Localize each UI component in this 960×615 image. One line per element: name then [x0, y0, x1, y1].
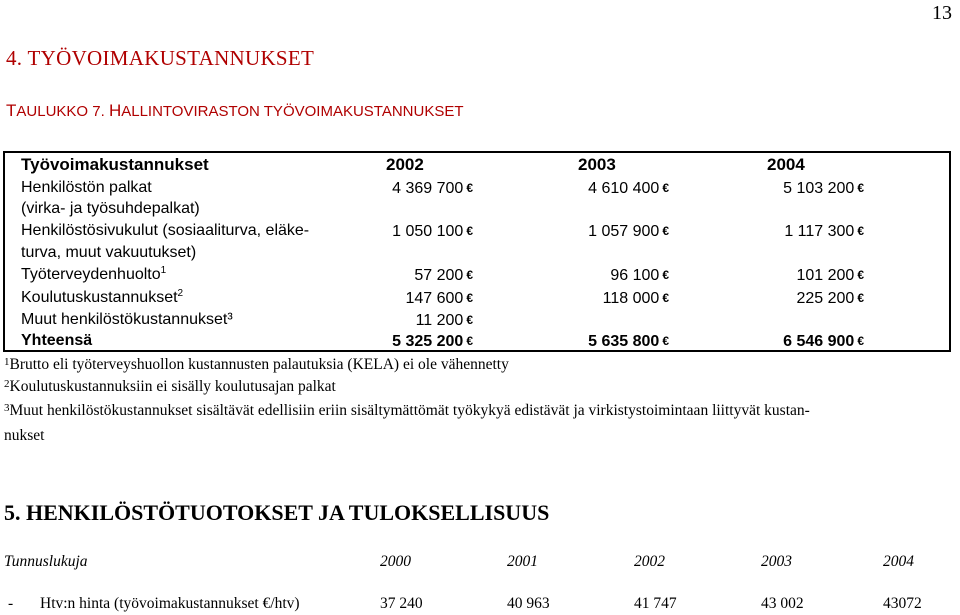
kpi-header-year: 2003 [761, 553, 792, 570]
row-label: Muut henkilöstökustannukset³ [21, 311, 233, 328]
kpi-header-year: 2000 [380, 553, 411, 570]
caption-tail: ALLINTOVIRASTON TYÖVOIMAKUSTANNUKSET [121, 103, 464, 120]
euro-icon: € [662, 181, 669, 195]
table-cell: 57 200 € [414, 267, 473, 284]
row-label: Henkilöstön palkat [21, 179, 152, 196]
row-label-cont: (virka- ja työsuhdepalkat) [21, 200, 200, 217]
footnote: $^3$Muut henkilöstökustannukset sisältävät edellisiin eriin sisältymättömät työkykyä edistävät ja virkistystoimintaan liittyvät kustan- [4, 402, 810, 419]
euro-icon: € [857, 334, 864, 348]
euro-icon: € [466, 334, 473, 348]
kpi-header-label: Tunnuslukuja [4, 553, 88, 570]
kpi-header-year: 2001 [507, 553, 538, 570]
table-cell: 1 117 300 € [784, 223, 864, 240]
caption-initial-h: H [108, 101, 122, 120]
euro-icon: € [857, 181, 864, 195]
euro-icon: € [466, 224, 473, 238]
euro-icon: € [466, 291, 473, 305]
table-caption [6, 101, 464, 121]
euro-icon: € [466, 313, 473, 327]
euro-icon: € [857, 224, 864, 238]
euro-icon: € [662, 291, 669, 305]
euro-icon: € [857, 291, 864, 305]
kpi-bullet: - [8, 595, 14, 612]
footnote-cont: nukset [4, 427, 45, 444]
euro-icon: € [857, 268, 864, 282]
table-header-year: 2004 [767, 155, 805, 174]
kpi-value: 40 963 [507, 595, 550, 612]
kpi-value: 43072 [883, 595, 922, 612]
row-label: Henkilöstösivukulut (sosiaaliturva, eläke- [21, 222, 310, 239]
footnote: $^2$Koulutuskustannuksiin ei sisälly koulutusajan palkat [4, 378, 336, 395]
table-cell: 5 103 200 € [783, 180, 864, 197]
kpi-header-year: 2004 [883, 553, 914, 570]
euro-icon: € [466, 268, 473, 282]
euro-icon: € [662, 224, 669, 238]
table-cell: 4 369 700 € [392, 180, 473, 197]
table-cell: 1 057 900 € [588, 223, 669, 240]
kpi-value: 43 002 [761, 595, 804, 612]
euro-icon: € [662, 268, 669, 282]
table-cell: 147 600 € [405, 290, 473, 307]
section-heading: 4. TYÖVOIMAKUSTANNUKSET [6, 46, 315, 70]
table-cell: 118 000 € [602, 290, 669, 307]
table-header-year: 2003 [578, 155, 616, 174]
total-cell: 5 325 200 € [392, 333, 473, 350]
cost-table [3, 151, 951, 352]
total-cell: 5 635 800 € [588, 333, 669, 350]
total-cell: 6 546 900 € [783, 333, 864, 350]
caption-part: AULUKKO 7. [16, 103, 109, 120]
row-label: Työterveydenhuolto$^1$ [21, 265, 167, 283]
kpi-header-year: 2002 [634, 553, 665, 570]
table-header-year: 2002 [386, 155, 424, 174]
section-heading: 5. HENKILÖSTÖTUOTOKSET JA TULOKSELLISUUS [4, 500, 550, 525]
row-label: Koulutuskustannukset$^2$ [21, 288, 184, 306]
table-cell: 1 050 100 € [392, 223, 473, 240]
kpi-value: 41 747 [634, 595, 677, 612]
caption-initial: T [6, 101, 17, 120]
euro-icon: € [662, 334, 669, 348]
table-cell: 101 200 € [796, 267, 864, 284]
row-label-cont: turva, muut vakuutukset) [21, 244, 197, 261]
table-cell: 11 200 € [415, 312, 473, 329]
kpi-value: 37 240 [380, 595, 423, 612]
table-header-label: Työvoimakustannukset [21, 155, 209, 174]
footnote: $^1$Brutto eli työterveyshuollon kustannusten palautuksia (KELA) ei ole vähennetty [4, 356, 509, 373]
euro-icon: € [466, 181, 473, 195]
kpi-label: Htv:n hinta (työvoimakustannukset €/htv) [40, 595, 300, 612]
table-cell: 225 200 € [796, 290, 864, 307]
total-label: Yhteensä [21, 332, 93, 349]
page-number: 13 [932, 2, 952, 24]
table-cell: 4 610 400 € [588, 180, 669, 197]
table-cell: 96 100 € [610, 267, 669, 284]
